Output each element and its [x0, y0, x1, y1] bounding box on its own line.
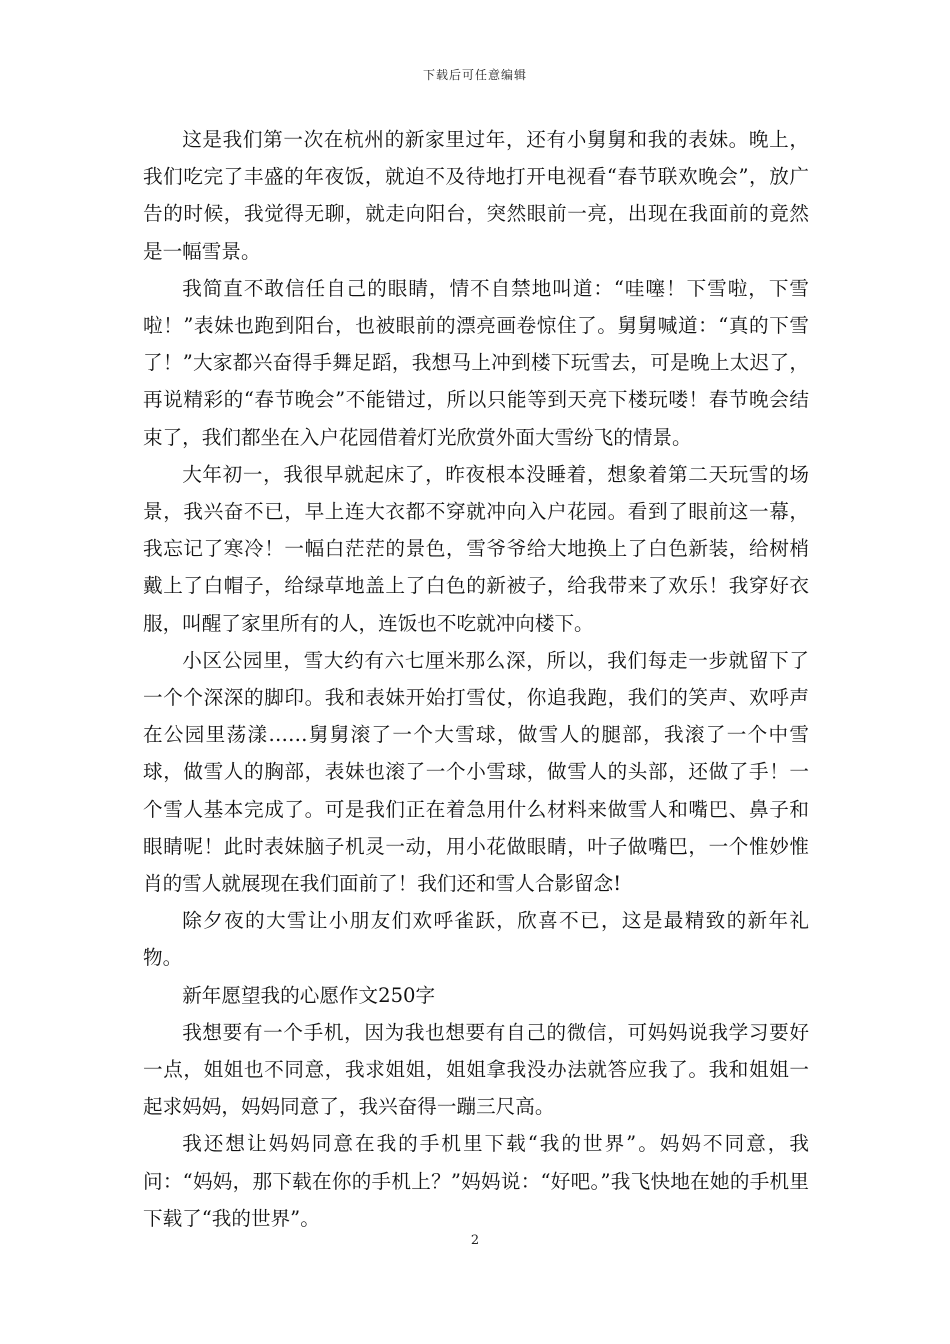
- paragraph: 小区公园里，雪大约有六七厘米那么深，所以，我们每走一步就留下了一个个深深的脚印。我和表妹开始打雪仗，你追我跑，我们的笑声、欢呼声在公园里荡漾……舅舅滚了一个大雪球，做雪人的腿部，我滚了一个中雪球，做雪人的胸部，表妹也滚了一个小雪球，做雪人的头部，还做了手！一个雪人基本完成了。可是我们正在着急用什么材料来做雪人和嘴巴、鼻子和眼睛呢！此时表妹脑子机灵一动，用小花做眼睛，叶子做嘴巴，一个惟妙惟肖的雪人就展现在我们面前了！我们还和雪人合影留念!: [143, 648, 809, 896]
- page-number: 2: [470, 1233, 480, 1248]
- paragraph: 我还想让妈妈同意在我的手机里下载“我的世界”。妈妈不同意，我问：“妈妈，那下载在你的手机上？”妈妈说：“好吧。”我飞快地在她的手机里下载了“我的世界”。: [143, 1132, 809, 1230]
- paragraph: 大年初一，我很早就起床了，昨夜根本没睡着，想象着第二天玩雪的场景，我兴奋不已，早上连大衣都不穿就冲向入户花园。看到了眼前这一幕，我忘记了寒冷！一幅白茫茫的景色，雪爷爷给大地换上了白色新装，给树梢戴上了白帽子，给绿草地盖上了白色的新被子，给我带来了欢乐！我穿好衣服，叫醒了家里所有的人，连饭也不吃就冲向楼下。: [143, 462, 809, 635]
- section-title: 新年愿望我的心愿作文250字: [182, 983, 436, 1007]
- paragraph: 这是我们第一次在杭州的新家里过年，还有小舅舅和我的表妹。晚上，我们吃完了丰盛的年夜饭，就迫不及待地打开电视看“春节联欢晚会”，放广告的时候，我觉得无聊，就走向阳台，突然眼前一亮，出现在我面前的竟然是一幅雪景。: [143, 128, 809, 263]
- document-body: [143, 121, 809, 1237]
- paragraph: 除夕夜的大雪让小朋友们欢呼雀跃，欣喜不已，这是最精致的新年礼物。: [143, 909, 809, 970]
- page-header: 下载后可任意编辑: [422, 68, 527, 82]
- paragraph: 我想要有一个手机，因为我也想要有自己的微信，可妈妈说我学习要好一点，姐姐也不同意，我求姐姐，姐姐拿我没办法就答应我了。我和姐姐一起求妈妈，妈妈同意了，我兴奋得一蹦三尺高。: [143, 1020, 809, 1119]
- paragraph: 我简直不敢信任自己的眼睛，情不自禁地叫道：“哇噻！下雪啦，下雪啦！”表妹也跑到阳台，也被眼前的漂亮画卷惊住了。舅舅喊道：“真的下雪了！”大家都兴奋得手舞足蹈，我想马上冲到楼下玩雪去，可是晚上太迟了，再说精彩的“春节晚会”不能错过，所以只能等到天亮下楼玩喽！春节晚会结束了，我们都坐在入户花园借着灯光欣赏外面大雪纷飞的情景。: [143, 276, 809, 449]
